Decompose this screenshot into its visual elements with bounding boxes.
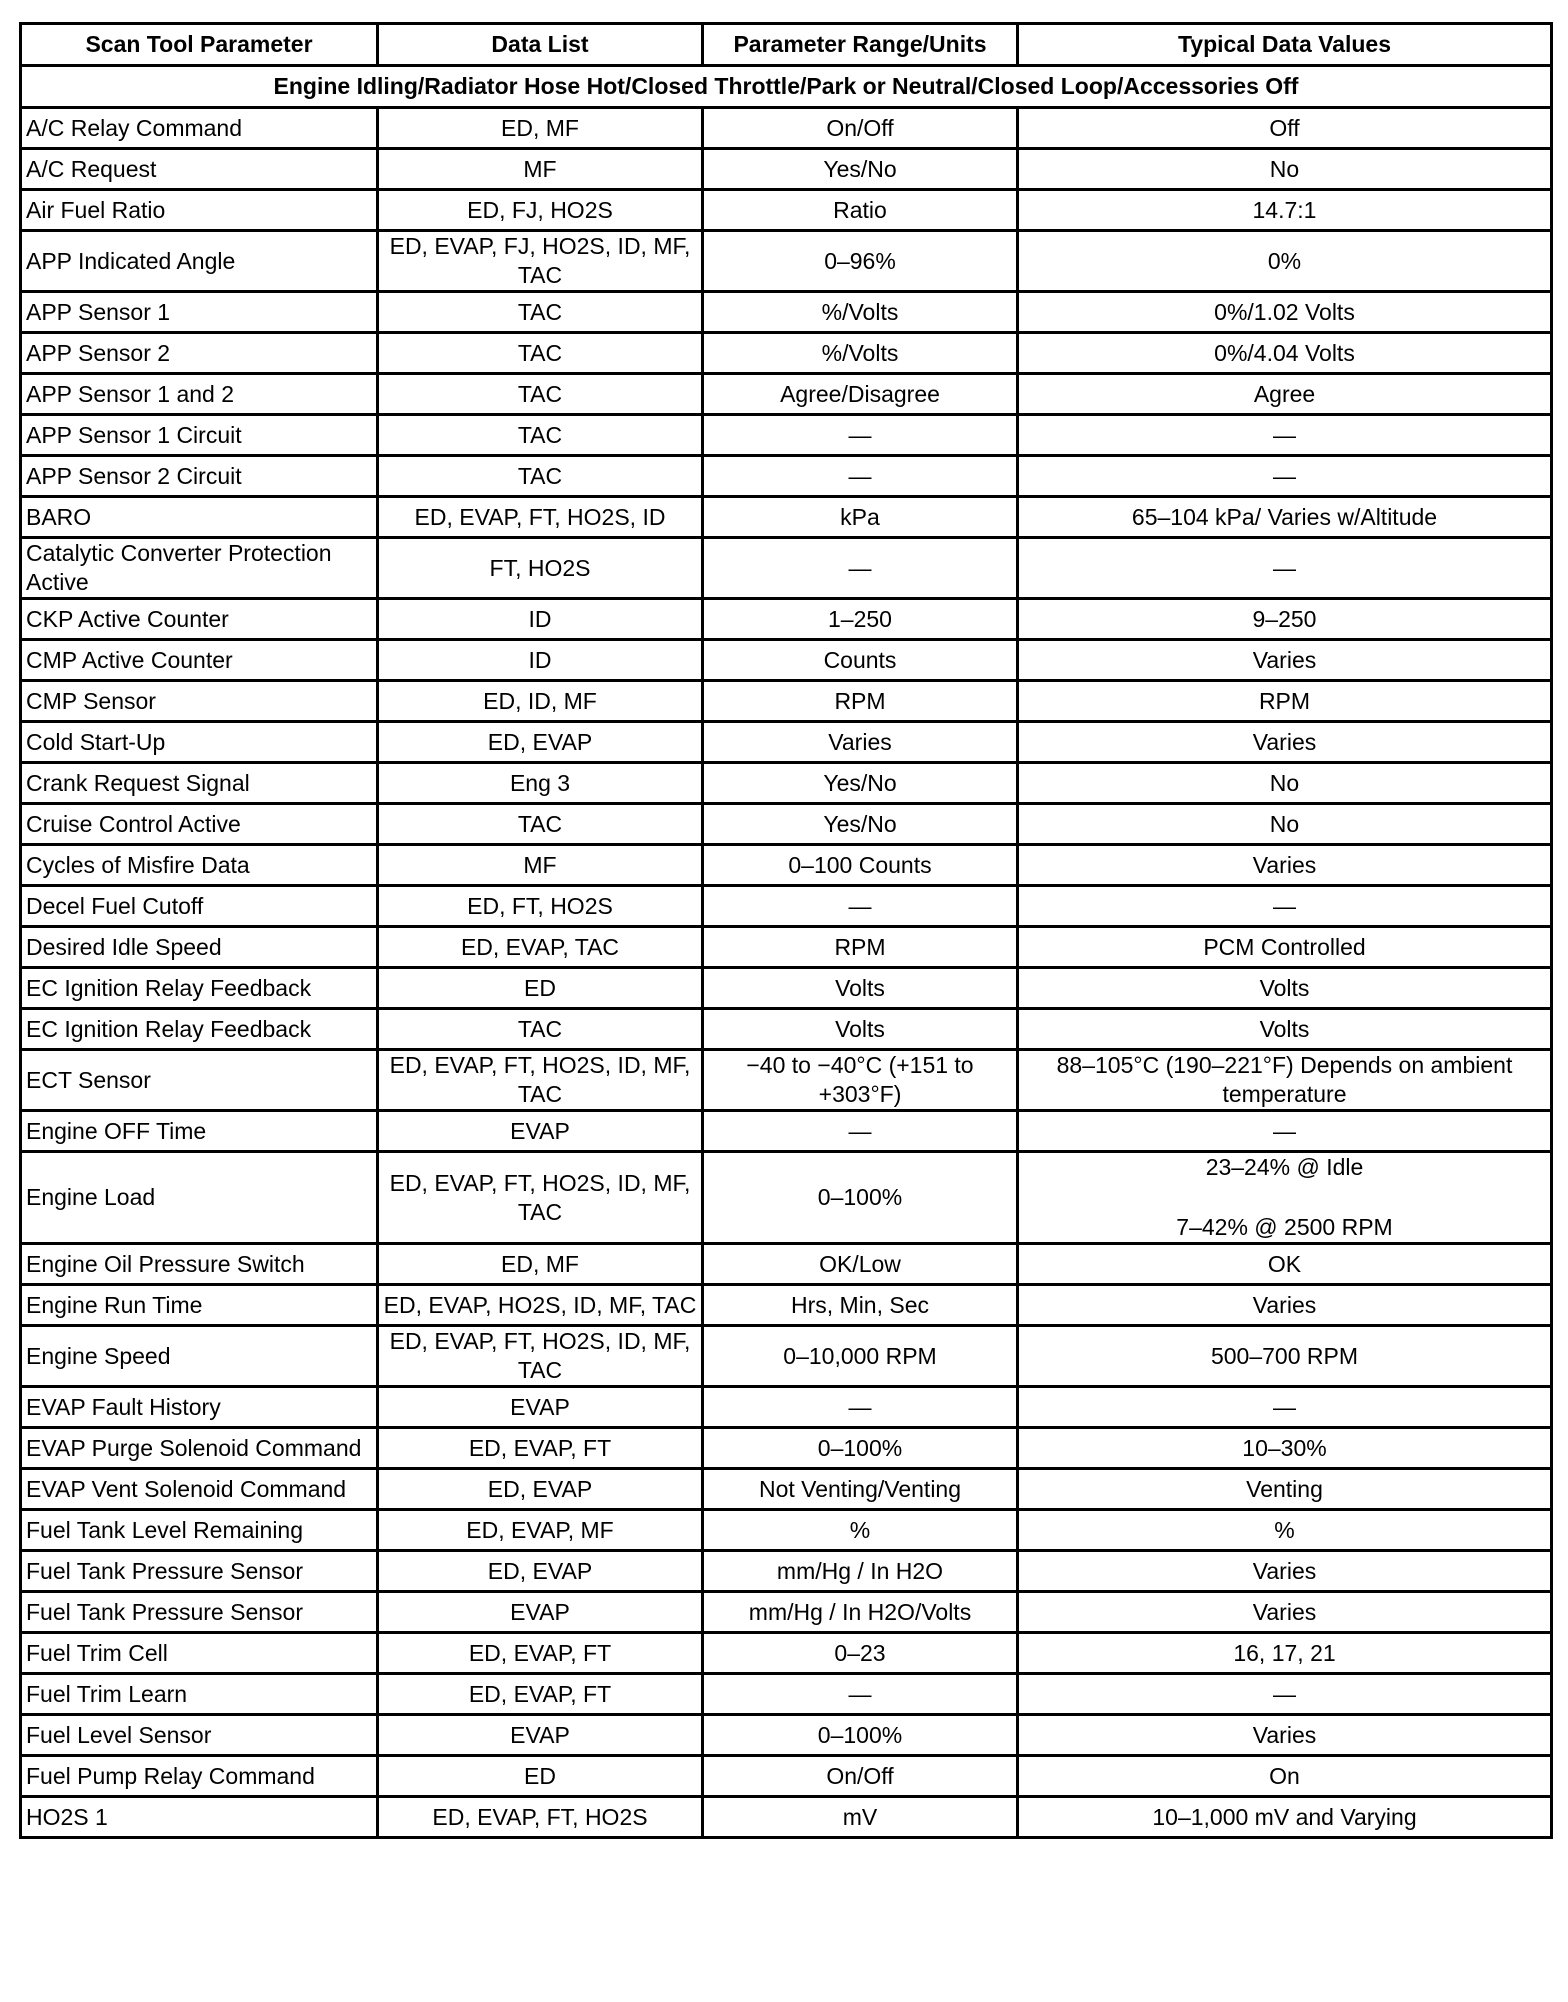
cell-scan-tool-parameter: CKP Active Counter xyxy=(21,599,378,640)
cell-scan-tool-parameter: Fuel Tank Pressure Sensor xyxy=(21,1592,378,1633)
cell-typical-value: Varies xyxy=(1018,845,1552,886)
cell-scan-tool-parameter: Fuel Level Sensor xyxy=(21,1715,378,1756)
cell-parameter-range: mm/Hg / In H2O/Volts xyxy=(703,1592,1018,1633)
typical-value-line: 23–24% @ Idle xyxy=(1205,1154,1364,1180)
cell-data-list: ED xyxy=(378,968,703,1009)
cell-data-list: TAC xyxy=(378,292,703,333)
table-row xyxy=(21,108,1552,149)
cell-parameter-range: RPM xyxy=(703,927,1018,968)
cell-parameter-range: mm/Hg / In H2O xyxy=(703,1551,1018,1592)
cell-typical-value: Volts xyxy=(1018,968,1552,1009)
cell-parameter-range: 0–10,000 RPM xyxy=(703,1326,1018,1387)
cell-typical-value: OK xyxy=(1018,1244,1552,1285)
cell-typical-value: No xyxy=(1018,763,1552,804)
cell-data-list: ED, EVAP, FT, HO2S, ID, MF, TAC xyxy=(378,1050,703,1111)
cell-scan-tool-parameter: EC Ignition Relay Feedback xyxy=(21,1009,378,1050)
cell-parameter-range: Yes/No xyxy=(703,763,1018,804)
cell-data-list: TAC xyxy=(378,333,703,374)
table-row xyxy=(21,1592,1552,1633)
typical-value-line: 7–42% @ 2500 RPM xyxy=(1176,1214,1393,1240)
cell-scan-tool-parameter: Cycles of Misfire Data xyxy=(21,845,378,886)
cell-scan-tool-parameter: EVAP Vent Solenoid Command xyxy=(21,1469,378,1510)
cell-data-list: ED, FT, HO2S xyxy=(378,886,703,927)
cell-typical-value: RPM xyxy=(1018,681,1552,722)
cell-data-list: TAC xyxy=(378,415,703,456)
table-row xyxy=(21,1469,1552,1510)
section-title: Engine Idling/Radiator Hose Hot/Closed Throttle/Park or Neutral/Closed Loop/Accessories Off xyxy=(21,66,1552,108)
table-row xyxy=(21,640,1552,681)
cell-parameter-range: — xyxy=(703,1674,1018,1715)
cell-scan-tool-parameter: A/C Relay Command xyxy=(21,108,378,149)
table-row xyxy=(21,415,1552,456)
table-row xyxy=(21,1285,1552,1326)
cell-typical-value: Volts xyxy=(1018,1009,1552,1050)
table-row xyxy=(21,456,1552,497)
table-row xyxy=(21,1797,1552,1838)
cell-scan-tool-parameter: Fuel Tank Pressure Sensor xyxy=(21,1551,378,1592)
cell-parameter-range: 0–100% xyxy=(703,1152,1018,1244)
cell-data-list: FT, HO2S xyxy=(378,538,703,599)
cell-scan-tool-parameter: Engine OFF Time xyxy=(21,1111,378,1152)
table-row xyxy=(21,886,1552,927)
table-row xyxy=(21,1428,1552,1469)
cell-scan-tool-parameter: A/C Request xyxy=(21,149,378,190)
cell-parameter-range: %/Volts xyxy=(703,292,1018,333)
table-row xyxy=(21,1756,1552,1797)
cell-typical-value: % xyxy=(1018,1510,1552,1551)
cell-parameter-range: RPM xyxy=(703,681,1018,722)
cell-parameter-range: — xyxy=(703,415,1018,456)
cell-typical-value: On xyxy=(1018,1756,1552,1797)
cell-data-list: ED, EVAP, FT xyxy=(378,1633,703,1674)
cell-data-list: ED, EVAP, FT xyxy=(378,1428,703,1469)
table-row xyxy=(21,333,1552,374)
cell-scan-tool-parameter: EVAP Purge Solenoid Command xyxy=(21,1428,378,1469)
cell-data-list: TAC xyxy=(378,1009,703,1050)
cell-typical-value: — xyxy=(1018,1387,1552,1428)
table-row xyxy=(21,149,1552,190)
cell-typical-value: 88–105°C (190–221°F) Depends on ambient temperature xyxy=(1018,1050,1552,1111)
section-row xyxy=(21,66,1552,108)
table-row xyxy=(21,1674,1552,1715)
table-row xyxy=(21,599,1552,640)
cell-typical-value: No xyxy=(1018,149,1552,190)
table-row xyxy=(21,845,1552,886)
cell-scan-tool-parameter: APP Indicated Angle xyxy=(21,231,378,292)
cell-typical-value xyxy=(1018,1152,1552,1244)
cell-typical-value: — xyxy=(1018,1111,1552,1152)
cell-data-list: Eng 3 xyxy=(378,763,703,804)
cell-data-list: ED, EVAP, FJ, HO2S, ID, MF, TAC xyxy=(378,231,703,292)
cell-data-list: ED, FJ, HO2S xyxy=(378,190,703,231)
cell-scan-tool-parameter: Cold Start-Up xyxy=(21,722,378,763)
cell-parameter-range: Hrs, Min, Sec xyxy=(703,1285,1018,1326)
cell-typical-value: 14.7:1 xyxy=(1018,190,1552,231)
table-row xyxy=(21,231,1552,292)
cell-parameter-range: — xyxy=(703,456,1018,497)
cell-scan-tool-parameter: EC Ignition Relay Feedback xyxy=(21,968,378,1009)
table-row xyxy=(21,763,1552,804)
table-row xyxy=(21,538,1552,599)
table-row xyxy=(21,497,1552,538)
cell-data-list: MF xyxy=(378,845,703,886)
header-typical-data-values: Typical Data Values xyxy=(1018,24,1552,66)
cell-typical-value: 9–250 xyxy=(1018,599,1552,640)
table-row xyxy=(21,1510,1552,1551)
cell-data-list: ED, EVAP, FT, HO2S, ID xyxy=(378,497,703,538)
line-gap xyxy=(1023,1182,1546,1213)
cell-parameter-range: — xyxy=(703,538,1018,599)
cell-parameter-range: 0–100% xyxy=(703,1428,1018,1469)
cell-data-list: EVAP xyxy=(378,1715,703,1756)
header-parameter-range-units: Parameter Range/Units xyxy=(703,24,1018,66)
header-row xyxy=(21,24,1552,66)
cell-parameter-range: 0–100% xyxy=(703,1715,1018,1756)
cell-typical-value: Off xyxy=(1018,108,1552,149)
cell-scan-tool-parameter: Engine Oil Pressure Switch xyxy=(21,1244,378,1285)
header-data-list: Data List xyxy=(378,24,703,66)
cell-typical-value: 10–30% xyxy=(1018,1428,1552,1469)
table-row xyxy=(21,1633,1552,1674)
table-row xyxy=(21,1050,1552,1111)
table-row xyxy=(21,1551,1552,1592)
cell-parameter-range: — xyxy=(703,886,1018,927)
table-row xyxy=(21,927,1552,968)
cell-typical-value: 0%/1.02 Volts xyxy=(1018,292,1552,333)
cell-data-list: TAC xyxy=(378,374,703,415)
cell-data-list: ED, MF xyxy=(378,1244,703,1285)
cell-parameter-range: Counts xyxy=(703,640,1018,681)
cell-typical-value: Agree xyxy=(1018,374,1552,415)
cell-data-list: ED, EVAP xyxy=(378,1551,703,1592)
table-row xyxy=(21,681,1552,722)
cell-scan-tool-parameter: APP Sensor 1 and 2 xyxy=(21,374,378,415)
table-body xyxy=(21,66,1552,1838)
cell-typical-value: 0% xyxy=(1018,231,1552,292)
cell-data-list: ED, EVAP xyxy=(378,1469,703,1510)
cell-data-list: ED, ID, MF xyxy=(378,681,703,722)
cell-data-list: ID xyxy=(378,640,703,681)
cell-scan-tool-parameter: APP Sensor 1 Circuit xyxy=(21,415,378,456)
cell-parameter-range: % xyxy=(703,1510,1018,1551)
cell-parameter-range: mV xyxy=(703,1797,1018,1838)
cell-parameter-range: Volts xyxy=(703,1009,1018,1050)
cell-parameter-range: %/Volts xyxy=(703,333,1018,374)
cell-typical-value: 65–104 kPa/ Varies w/Altitude xyxy=(1018,497,1552,538)
cell-data-list: EVAP xyxy=(378,1111,703,1152)
cell-typical-value: — xyxy=(1018,1674,1552,1715)
cell-scan-tool-parameter: Cruise Control Active xyxy=(21,804,378,845)
cell-data-list: MF xyxy=(378,149,703,190)
cell-scan-tool-parameter: Engine Speed xyxy=(21,1326,378,1387)
cell-typical-value: 0%/4.04 Volts xyxy=(1018,333,1552,374)
cell-scan-tool-parameter: Air Fuel Ratio xyxy=(21,190,378,231)
cell-data-list: ED, EVAP, FT, HO2S, ID, MF, TAC xyxy=(378,1152,703,1244)
cell-typical-value: — xyxy=(1018,456,1552,497)
cell-parameter-range: OK/Low xyxy=(703,1244,1018,1285)
table-row xyxy=(21,722,1552,763)
cell-parameter-range: Yes/No xyxy=(703,149,1018,190)
cell-typical-value: No xyxy=(1018,804,1552,845)
cell-typical-value: Venting xyxy=(1018,1469,1552,1510)
cell-data-list: EVAP xyxy=(378,1387,703,1428)
cell-scan-tool-parameter: EVAP Fault History xyxy=(21,1387,378,1428)
table-row xyxy=(21,1152,1552,1244)
table-row xyxy=(21,1715,1552,1756)
cell-data-list: TAC xyxy=(378,456,703,497)
cell-typical-value: — xyxy=(1018,886,1552,927)
cell-data-list: ED, EVAP, HO2S, ID, MF, TAC xyxy=(378,1285,703,1326)
cell-scan-tool-parameter: APP Sensor 1 xyxy=(21,292,378,333)
cell-parameter-range: kPa xyxy=(703,497,1018,538)
cell-scan-tool-parameter: Decel Fuel Cutoff xyxy=(21,886,378,927)
cell-scan-tool-parameter: CMP Sensor xyxy=(21,681,378,722)
cell-scan-tool-parameter: HO2S 1 xyxy=(21,1797,378,1838)
cell-typical-value: Varies xyxy=(1018,1592,1552,1633)
cell-data-list: ED, MF xyxy=(378,108,703,149)
cell-parameter-range: Agree/Disagree xyxy=(703,374,1018,415)
cell-scan-tool-parameter: Engine Run Time xyxy=(21,1285,378,1326)
cell-scan-tool-parameter: Fuel Tank Level Remaining xyxy=(21,1510,378,1551)
cell-parameter-range: 1–250 xyxy=(703,599,1018,640)
cell-scan-tool-parameter: ECT Sensor xyxy=(21,1050,378,1111)
table-row xyxy=(21,968,1552,1009)
cell-typical-value: — xyxy=(1018,538,1552,599)
table-row xyxy=(21,804,1552,845)
cell-typical-value: Varies xyxy=(1018,722,1552,763)
cell-data-list: ED, EVAP, MF xyxy=(378,1510,703,1551)
cell-scan-tool-parameter: Fuel Trim Cell xyxy=(21,1633,378,1674)
cell-typical-value: Varies xyxy=(1018,1551,1552,1592)
table-row xyxy=(21,374,1552,415)
cell-data-list: TAC xyxy=(378,804,703,845)
cell-typical-value: 10–1,000 mV and Varying xyxy=(1018,1797,1552,1838)
cell-parameter-range: Not Venting/Venting xyxy=(703,1469,1018,1510)
cell-typical-value: 16, 17, 21 xyxy=(1018,1633,1552,1674)
cell-parameter-range: On/Off xyxy=(703,1756,1018,1797)
cell-parameter-range: Yes/No xyxy=(703,804,1018,845)
cell-parameter-range: 0–96% xyxy=(703,231,1018,292)
cell-parameter-range: Varies xyxy=(703,722,1018,763)
cell-parameter-range: Ratio xyxy=(703,190,1018,231)
document-page xyxy=(19,22,1550,1839)
cell-scan-tool-parameter: Catalytic Converter Protection Active xyxy=(21,538,378,599)
cell-data-list: ED, EVAP, FT, HO2S, ID, MF, TAC xyxy=(378,1326,703,1387)
table-row xyxy=(21,1244,1552,1285)
cell-data-list: ED, EVAP, FT xyxy=(378,1674,703,1715)
table-row xyxy=(21,1326,1552,1387)
cell-scan-tool-parameter: APP Sensor 2 xyxy=(21,333,378,374)
cell-data-list: EVAP xyxy=(378,1592,703,1633)
cell-scan-tool-parameter: BARO xyxy=(21,497,378,538)
cell-data-list: ED, EVAP, FT, HO2S xyxy=(378,1797,703,1838)
cell-scan-tool-parameter: Fuel Pump Relay Command xyxy=(21,1756,378,1797)
cell-data-list: ED xyxy=(378,1756,703,1797)
cell-parameter-range: — xyxy=(703,1387,1018,1428)
header-scan-tool-parameter: Scan Tool Parameter xyxy=(21,24,378,66)
cell-typical-value: — xyxy=(1018,415,1552,456)
scan-tool-data-table xyxy=(19,22,1553,1839)
cell-typical-value: Varies xyxy=(1018,1285,1552,1326)
cell-parameter-range: 0–23 xyxy=(703,1633,1018,1674)
cell-scan-tool-parameter: Fuel Trim Learn xyxy=(21,1674,378,1715)
table-row xyxy=(21,292,1552,333)
cell-scan-tool-parameter: Crank Request Signal xyxy=(21,763,378,804)
cell-parameter-range: Volts xyxy=(703,968,1018,1009)
cell-parameter-range: 0–100 Counts xyxy=(703,845,1018,886)
cell-data-list: ED, EVAP xyxy=(378,722,703,763)
table-row xyxy=(21,190,1552,231)
table-row xyxy=(21,1009,1552,1050)
cell-data-list: ID xyxy=(378,599,703,640)
cell-scan-tool-parameter: CMP Active Counter xyxy=(21,640,378,681)
cell-parameter-range: On/Off xyxy=(703,108,1018,149)
cell-scan-tool-parameter: APP Sensor 2 Circuit xyxy=(21,456,378,497)
cell-data-list: ED, EVAP, TAC xyxy=(378,927,703,968)
cell-typical-value: Varies xyxy=(1018,640,1552,681)
table-header xyxy=(21,24,1552,66)
cell-parameter-range: −40 to −40°C (+151 to +303°F) xyxy=(703,1050,1018,1111)
cell-scan-tool-parameter: Desired Idle Speed xyxy=(21,927,378,968)
cell-scan-tool-parameter: Engine Load xyxy=(21,1152,378,1244)
table-row xyxy=(21,1111,1552,1152)
table-row xyxy=(21,1387,1552,1428)
cell-typical-value: 500–700 RPM xyxy=(1018,1326,1552,1387)
cell-typical-value: Varies xyxy=(1018,1715,1552,1756)
cell-parameter-range: — xyxy=(703,1111,1018,1152)
cell-typical-value: PCM Controlled xyxy=(1018,927,1552,968)
